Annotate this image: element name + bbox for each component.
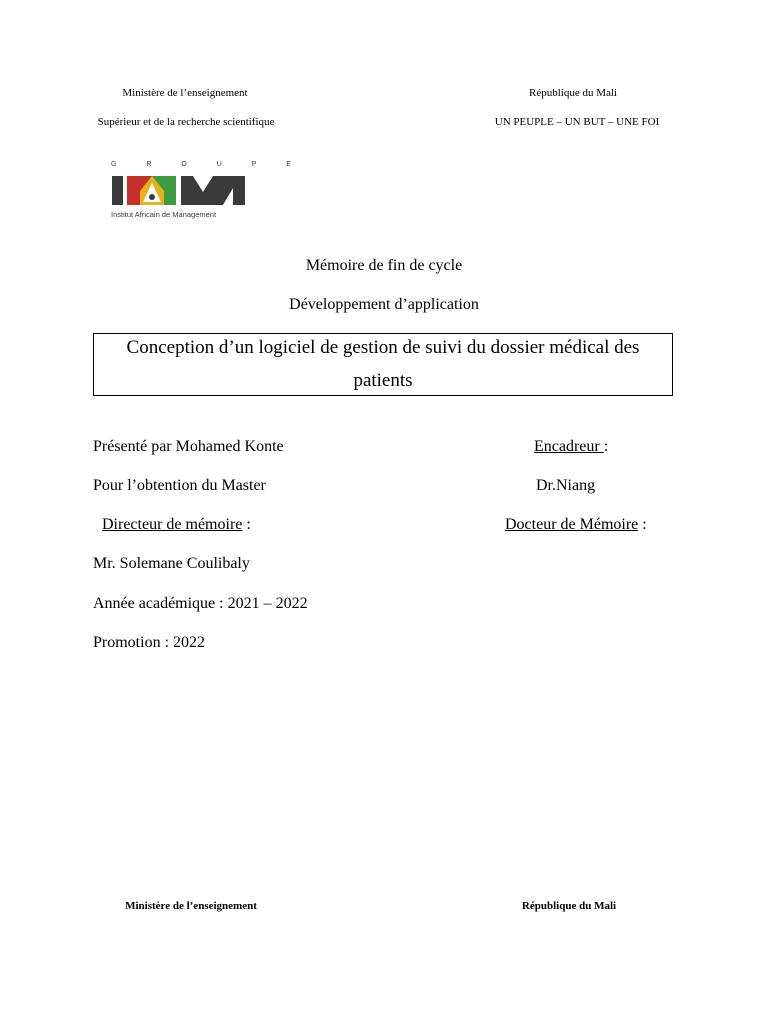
ministry-line2: Supérieur et de la recherche scientifique <box>97 116 275 128</box>
director-name: Mr. Solemane Coulibaly <box>93 555 250 572</box>
academic-year: Année académique : 2021 – 2022 <box>93 595 308 612</box>
logo-subtitle: Institut Africain de Management <box>111 210 217 219</box>
supervisor-label: Encadreur <box>534 438 604 455</box>
doctor-label: Docteur de Mémoire <box>505 516 639 533</box>
logo-a-right <box>164 176 176 205</box>
footer-ministry: Ministère de l’enseignement <box>125 900 257 912</box>
ministry-line1: Ministère de l’enseignement <box>122 87 248 99</box>
logo-group-text: G R O U P E <box>111 161 305 168</box>
iam-logo-graphic <box>109 158 305 222</box>
logo-a-left <box>127 176 140 205</box>
logo-letter-i <box>112 176 123 205</box>
doctor-colon: : <box>638 516 647 533</box>
republic-motto: UN PEUPLE – UN BUT – UNE FOI <box>494 116 660 128</box>
promotion: Promotion : 2022 <box>93 634 206 651</box>
presented-by: Présenté par Mohamed Konte <box>93 438 284 455</box>
doctor-heading <box>505 515 647 535</box>
supervisor-name: Dr.Niang <box>536 477 596 494</box>
master-line: Pour l’obtention du Master <box>93 477 266 494</box>
republic-line1: République du Mali <box>529 87 617 99</box>
logo-letter-m <box>181 176 245 205</box>
memoire-subtitle: Mémoire de fin de cycle <box>305 257 463 274</box>
thesis-title-line1: Conception d’un logiciel de gestion de suivi du dossier médical des <box>126 337 640 358</box>
footer-republic: République du Mali <box>521 900 617 912</box>
director-label: Directeur de mémoire <box>102 516 243 533</box>
thesis-title-box <box>93 333 673 396</box>
director-heading <box>102 515 251 535</box>
supervisor-colon: : <box>603 438 609 455</box>
logo-a-dot <box>149 194 155 200</box>
thesis-title-line2: patients <box>353 370 413 391</box>
supervisor-heading <box>534 437 608 457</box>
director-colon: : <box>242 516 251 533</box>
iam-logo <box>109 158 305 222</box>
field-subtitle: Développement d’application <box>289 296 479 313</box>
